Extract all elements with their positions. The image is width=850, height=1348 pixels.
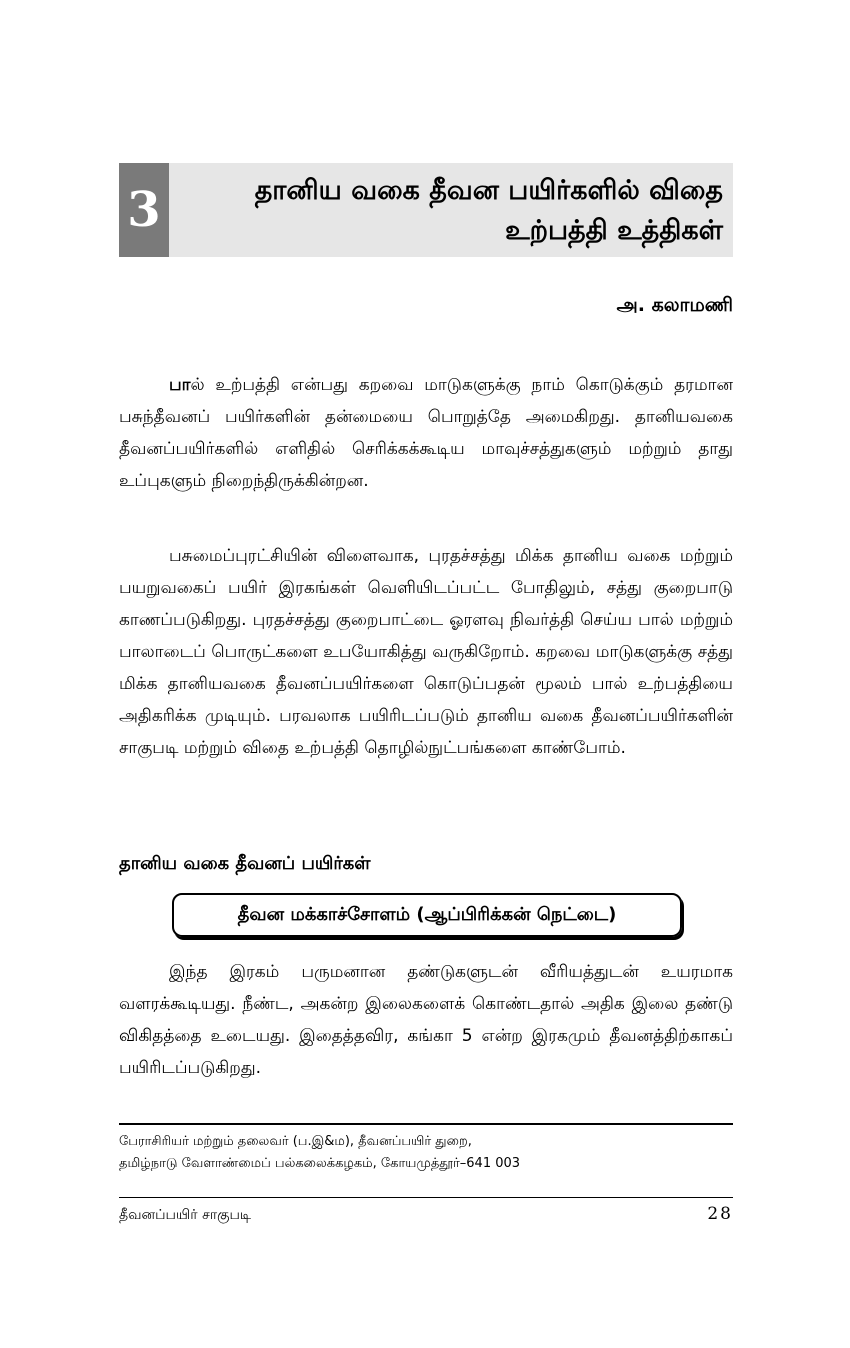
footer-divider — [119, 1197, 733, 1198]
section-heading: தானிய வகை தீவனப் பயிர்கள் — [119, 853, 371, 874]
chapter-number: 3 — [119, 163, 169, 257]
chapter-title-line2: உற்பத்தி உத்திகள் — [505, 215, 723, 246]
footnote-line2: தமிழ்நாடு வேளாண்மைப் பல்கலைக்கழகம், கோயமுத்தூர்–641 003 — [119, 1156, 521, 1171]
paragraph-2: பசுமைப்புரட்சியின் விளைவாக, புரதச்சத்து மிக்க தானிய வகை மற்றும் பயறுவகைப் பயிர் இரகங்கள் வெளியிடப்பட்ட போதிலும், சத்து குறைபாடு காணப்படுகிறது. புரதச்சத்து குறைபாட்டை ஓரளவு நிவர்த்தி செய்ய பால் மற்றும் பாலாடைப் பொருட்களை உபயோகித்து வருகிறோம். கறவை மாடுகளுக்கு சத்து மிக்க தானியவகை தீவனப்பயிர்களை கொடுப்பதன் மூலம் பால் உற்பத்தியை அதிகரிக்க முடியும். பரவலாக பயிரிடப்படும் தானிய வகை தீவனப்பயிர்களின் சாகுபடி மற்றும் விதை உற்பத்தி தொழில்நுட்பங்களை காண்போம். — [119, 546, 733, 758]
paragraph-3: இந்த இரகம் பருமனான தண்டுகளுடன் வீரியத்துடன் உயரமாக வளரக்கூடியது. நீண்ட, அகன்ற இலைகளைக் கொண்டதால் அதிக இலை தண்டு விகிதத்தை உடையது. இதைத்தவிர, கங்கா 5 என்ற இரகமும் தீவனத்திற்காகப் பயிரிடப்படுகிறது. — [119, 962, 733, 1078]
running-footer-title: தீவனப்பயிர் சாகுபடி — [119, 1207, 252, 1223]
footnote — [119, 1131, 733, 1175]
paragraph-1 — [119, 369, 733, 497]
footnote-divider — [119, 1123, 733, 1125]
paragraph-1-lead: பா — [169, 375, 191, 395]
chapter-title-line1: தானிய வகை தீவன பயிர்களில் விதை — [254, 175, 723, 206]
footnote-line1: பேராசிரியர் மற்றும் தலைவர் (ப.இ&ம), தீவனப்பயிர் துறை, — [119, 1134, 472, 1149]
chapter-header — [119, 163, 733, 257]
paragraph-1-text: ல் உற்பத்தி என்பது கறவை மாடுகளுக்கு நாம் கொடுக்கும் தரமான பசுந்தீவனப் பயிர்களின் தன்மையை பொறுத்தே அமைகிறது. தானியவகை தீவனப்பயிர்களில் எளிதில் செரிக்கக்கூடிய மாவுச்சத்துகளும் மற்றும் தாது உப்புகளும் நிறைந்திருக்கின்றன. — [119, 375, 733, 491]
chapter-title — [183, 171, 723, 251]
author-name: அ. கலாமணி — [616, 294, 733, 316]
subsection-heading-box — [172, 893, 682, 937]
subsection-heading: தீவன மக்காச்சோளம் (ஆப்பிரிக்கன் நெட்டை) — [237, 903, 617, 925]
page-number: 28 — [707, 1204, 733, 1224]
